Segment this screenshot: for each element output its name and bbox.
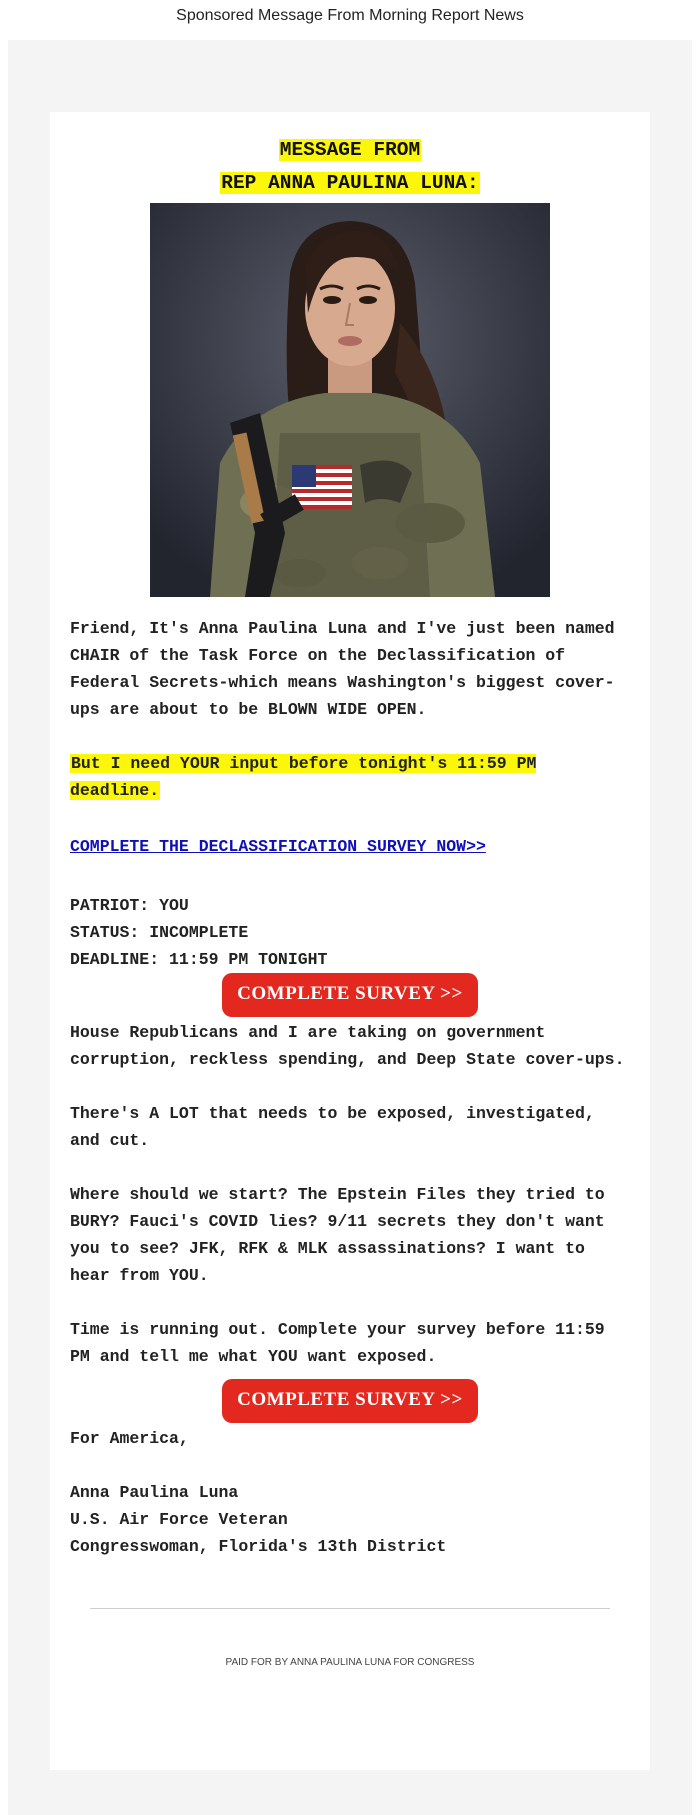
- message-header: [50, 134, 650, 200]
- deadline-highlight: But I need YOUR input before tonight's 11:59 PM deadline.: [70, 754, 537, 800]
- header-line-2: REP ANNA PAULINA LUNA:: [221, 172, 479, 194]
- status-deadline: DEADLINE: 11:59 PM TONIGHT: [70, 950, 328, 969]
- signature-title: U.S. Air Force Veteran: [70, 1510, 288, 1529]
- sponsor-banner: Sponsored Message From Morning Report News: [176, 7, 524, 24]
- paragraph-where-start: Where should we start? The Epstein Files they tried to BURY? Fauci's COVID lies? 9/11 secrets they don't want you to see? JFK, RFK & MLK assassinations? I want to hear from YOU.: [70, 1185, 605, 1285]
- paragraph-exposed: There's A LOT that needs to be exposed, investigated, and cut.: [70, 1104, 595, 1150]
- signature-district: Congresswoman, Florida's 13th District: [70, 1537, 447, 1556]
- intro-paragraph: Friend, It's Anna Paulina Luna and I've just been named CHAIR of the Task Force on the Declassification of Federal Secrets-which means Washington's biggest cover-ups are about to be BLOWN WIDE OPEN.: [70, 619, 615, 719]
- declassification-survey-link[interactable]: COMPLETE THE DECLASSIFICATION SURVEY NOW>>: [70, 837, 486, 856]
- complete-survey-button-2[interactable]: COMPLETE SURVEY >>: [222, 1379, 478, 1423]
- email-background: [8, 40, 692, 1815]
- complete-survey-button-1[interactable]: COMPLETE SURVEY >>: [222, 973, 478, 1017]
- status-incomplete: STATUS: INCOMPLETE: [70, 923, 249, 942]
- email-body: [50, 615, 650, 1560]
- footer-divider: [90, 1608, 610, 1609]
- paid-for-disclaimer: PAID FOR BY ANNA PAULINA LUNA FOR CONGRESS: [225, 1657, 475, 1668]
- email-card: [50, 112, 650, 1770]
- status-patriot: PATRIOT: YOU: [70, 896, 189, 915]
- paragraph-corruption: House Republicans and I are taking on government corruption, reckless spending, and Deep State cover-ups.: [70, 1023, 625, 1069]
- signoff: For America,: [70, 1429, 189, 1448]
- portrait-photo[interactable]: [150, 203, 550, 597]
- paragraph-time-running-out: Time is running out. Complete your survey before 11:59 PM and tell me what YOU want exposed.: [70, 1320, 605, 1366]
- signature-name: Anna Paulina Luna: [70, 1483, 239, 1502]
- header-line-1: MESSAGE FROM: [279, 139, 421, 161]
